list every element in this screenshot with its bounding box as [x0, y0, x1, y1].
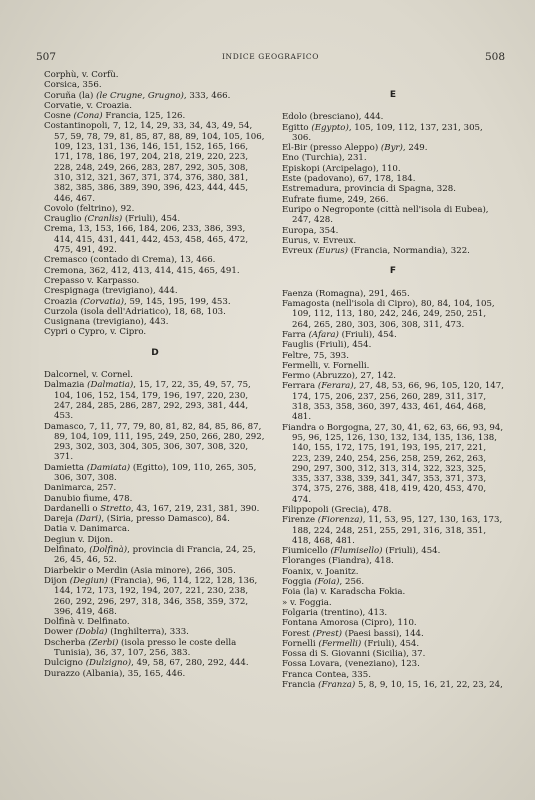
index-entry: [282, 670, 504, 680]
index-entry: [282, 567, 504, 577]
entry-variant-name: (Fermelli): [318, 638, 362, 649]
entry-text: Dalcornel, v. Cornel.: [44, 370, 133, 381]
index-entry: [282, 246, 504, 256]
entry-text: Francia: [282, 680, 319, 691]
entry-text: Degiun v. Dijon.: [44, 534, 114, 545]
entry-text: Filippopoli (Grecia), 478.: [282, 504, 392, 515]
right-index-column: [282, 70, 504, 690]
index-entry: [44, 669, 266, 679]
index-entry: [282, 195, 504, 205]
index-entry: [44, 307, 266, 317]
index-entry: [44, 535, 266, 545]
entry-references: (Inghilterra), 333.: [107, 627, 189, 638]
entry-text: Cypri o Cypro, v. Cipro.: [44, 327, 147, 338]
index-entry: [282, 381, 504, 422]
entry-text: Farra: [282, 329, 309, 340]
entry-variant-name: (Cona): [73, 111, 103, 122]
running-header: [36, 51, 505, 63]
index-entry: [282, 577, 504, 587]
entry-text: Delfinato,: [44, 545, 90, 556]
index-entry: [44, 576, 266, 617]
entry-variant-name: (Foia): [314, 577, 340, 588]
entry-text: Damasco, 7, 11, 77, 79, 80, 81, 82, 84, 85, 86, 87, 89, 104, 109, 111, 195, 249, 250, 266, 280, 292, 293, 302, 303, 304, 305, 306, 307, 308, 320, 371.: [44, 421, 265, 463]
entry-text: Fermelli, v. Fornelli.: [282, 360, 370, 371]
entry-references: , 15, 17, 22, 35, 49, 57, 75, 104, 106, 152, 154, 179, 196, 197, 220, 230, 247, 284, 285, 286, 287, 292, 293, 381, 444, 453.: [54, 380, 251, 422]
entry-references: , 43, 167, 219, 231, 381, 390.: [130, 503, 260, 514]
entry-variant-name: Stretto: [100, 503, 131, 514]
index-entry: [282, 680, 504, 690]
entry-variant-name: (Fiorenza): [317, 515, 363, 526]
entry-text: Dalmazia: [44, 380, 88, 391]
index-entry: [282, 629, 504, 639]
index-entry: [44, 255, 266, 265]
index-entry: [44, 327, 266, 337]
entry-references: (Friuli), 454.: [361, 638, 420, 649]
entry-variant-name: (Cranlis): [84, 214, 123, 225]
entry-text: Foggia: [282, 577, 315, 588]
entry-text: Floranges (Fiandra), 418.: [282, 556, 394, 567]
entry-text: Fornelli: [282, 638, 319, 649]
entry-text: Ferrara: [282, 381, 318, 392]
entry-references: (Egitto), 109, 110, 265, 305, 306, 307, 308.: [54, 462, 257, 483]
entry-variant-name: (Degiun): [69, 575, 108, 586]
index-entry: [282, 515, 504, 546]
entry-variant-name: (Damiata): [86, 462, 131, 473]
index-entry: [282, 351, 504, 361]
entry-text: Durazzo (Albania), 35, 165, 446.: [44, 668, 186, 679]
entry-references: , (Siria, presso Damasco), 84.: [101, 514, 230, 525]
index-entry: [44, 214, 266, 224]
index-entry: [282, 153, 504, 163]
entry-references: , provincia di Francia, 24, 25, 26, 45, 46, 52.: [54, 545, 256, 566]
entry-text: Edolo (bresciano), 444.: [282, 112, 384, 123]
entry-references: 5, 8, 9, 10, 15, 16, 21, 22, 23, 24,: [355, 680, 503, 691]
index-entry: [44, 70, 266, 80]
index-entry: [282, 184, 504, 194]
index-entry: [44, 91, 266, 101]
left-page-number: 507: [36, 51, 57, 63]
left-index-column: [44, 70, 266, 679]
entry-text: Famagosta (nell'isola di Cipro), 80, 84, 104, 105, 109, 112, 113, 180, 242, 246, 249, 250, 251, 264, 265, 280, 303, 306, 308, 311, 473.: [282, 299, 495, 330]
entry-text: » v. Foggia.: [282, 597, 332, 608]
entry-variant-name: (Zerbi): [88, 637, 119, 648]
entry-text: Fossa di S. Giovanni (Sicilia), 37.: [282, 649, 426, 660]
index-entry: [44, 422, 266, 463]
index-entry: [44, 463, 266, 484]
index-entry: [44, 224, 266, 255]
entry-text: Eufrate fiume, 249, 266.: [282, 194, 389, 205]
index-entry: [44, 524, 266, 534]
entry-text: Dower: [44, 627, 76, 638]
entry-variant-name: (Ferara): [317, 381, 354, 392]
index-entry: [282, 174, 504, 184]
index-entry: [44, 514, 266, 524]
entry-variant-name: (Dolfinà): [89, 545, 128, 556]
entry-text: Corsica, 356.: [44, 80, 102, 91]
entry-text: Franca Contea, 335.: [282, 669, 371, 680]
entry-references: (Francia, Normandia), 322.: [348, 246, 470, 257]
entry-text: Cremona, 362, 412, 413, 414, 415, 465, 491.: [44, 265, 240, 276]
index-entry: [282, 649, 504, 659]
entry-text: Eno (Turchia), 231.: [282, 153, 367, 164]
index-entry: [44, 297, 266, 307]
index-entry: [44, 317, 266, 327]
index-entry: [282, 143, 504, 153]
index-entry: [282, 226, 504, 236]
entry-variant-name: (Dalmatia): [87, 380, 134, 391]
entry-variant-name: (Dari): [75, 514, 102, 525]
index-entry: [282, 289, 504, 299]
entry-text: Estremadura, provincia di Spagna, 328.: [282, 184, 456, 195]
index-entry: [282, 112, 504, 122]
entry-text: Datia v. Danimarca.: [44, 524, 130, 535]
entry-text: Costantinopoli, 7, 12, 14, 29, 33, 34, 43, 49, 54, 57, 59, 78, 79, 81, 85, 87, 88, 89, 104, 105, 106, 109, 123, 131, 136, 146, 151, 152, 165, 166, 171, 178, 186, 197, 204, 218, 219, 220, 223, 228, 248, 249, 266, 283, 287, 292, 305, 308, 310, 312, 321, 367, 371, 374, 376, 380, 381, 382, 385, 386, 389, 390, 396, 423, 444, 445, 446, 467.: [44, 121, 265, 204]
index-entry: [44, 627, 266, 637]
entry-text: Fontana Amorosa (Cipro), 110.: [282, 618, 417, 629]
entry-text: Coruña (la): [44, 90, 97, 101]
entry-text: Euripo o Negroponte (città nell'isola di Eubea), 247, 428.: [282, 204, 489, 226]
index-entry: [44, 111, 266, 121]
entry-references: , 59, 145, 195, 199, 453.: [124, 296, 231, 307]
entry-text: Cosne: [44, 111, 74, 122]
index-entry: [44, 101, 266, 111]
entry-text: Faenza (Romagna), 291, 465.: [282, 288, 410, 299]
entry-text: Foanix, v. Joanitz.: [282, 566, 359, 577]
entry-references: (Friuli), 454.: [338, 329, 397, 340]
entry-references: (Paesi bassi), 144.: [342, 628, 424, 639]
entry-text: Cusignana (trevigiano), 443.: [44, 317, 169, 328]
entry-text: Croazia: [44, 296, 81, 307]
entry-text: Covolo (feltrino), 92.: [44, 203, 135, 214]
entry-references: (Friuli), 454.: [382, 546, 441, 557]
index-entry: [282, 330, 504, 340]
entry-references: , 27, 48, 53, 66, 96, 105, 120, 147, 174, 175, 206, 237, 256, 260, 289, 311, 317, 318, 353, 358, 360, 397, 433, 461, 464, 468, 481.: [292, 381, 504, 423]
entry-references: , 11, 53, 95, 127, 130, 163, 173, 188, 224, 248, 251, 255, 291, 316, 318, 351, 418, 468, 481.: [292, 515, 503, 546]
entry-text: Crespignaga (trevigiano), 444.: [44, 286, 178, 297]
index-entry: [44, 483, 266, 493]
index-entry: [282, 618, 504, 628]
entry-text: Evreux: [282, 246, 316, 257]
index-entry: [44, 276, 266, 286]
index-entry: [282, 639, 504, 649]
entry-variant-name: (Dobla): [75, 627, 108, 638]
index-entry: [44, 121, 266, 203]
index-entry: [44, 504, 266, 514]
entry-references: , 256.: [339, 577, 365, 588]
entry-text: Dardanelli o: [44, 503, 101, 514]
entry-text: Este (padovano), 67, 178, 184.: [282, 174, 416, 185]
index-entry: [44, 286, 266, 296]
index-entry: [44, 80, 266, 90]
section-letter: E: [389, 90, 397, 100]
index-entry: [44, 370, 266, 380]
index-entry: [44, 204, 266, 214]
index-entry: [282, 205, 504, 226]
index-entry: [44, 545, 266, 566]
entry-text: Fiandra o Borgogna, 27, 30, 41, 62, 63, 66, 93, 94, 95, 96, 125, 126, 130, 132, 134, 135, 136, 138, 140, 155, 172, 175, 191, 193, 195, 217, 221, 223, 239, 240, 254, 256, 258, 259, 262, 263, 290, 297, 300, 312, 313, 314, 322, 323, 325, 335, 337, 338, 339, 341, 347, 353, 371, 373, 374, 375, 276, 388, 418, 419, 420, 453, 470, 474.: [282, 422, 504, 505]
index-entry: [282, 556, 504, 566]
entry-variant-name: (Dulzigno): [85, 658, 132, 669]
entry-variant-name: (Afara): [308, 329, 339, 340]
index-entry: [282, 371, 504, 381]
entry-text: Episkopi (Arcipelago), 110.: [282, 163, 401, 174]
entry-text: Crepasso v. Karpasso.: [44, 275, 140, 286]
index-entry: [282, 608, 504, 618]
entry-text: El-Bir (presso Aleppo): [282, 143, 381, 154]
entry-text: Corvatie, v. Croazia.: [44, 100, 132, 111]
entry-text: Dulcigno: [44, 658, 86, 669]
index-entry: [282, 598, 504, 608]
entry-text: Fermo (Abruzzo), 27, 142.: [282, 371, 397, 382]
entry-references: , 49, 58, 67, 280, 292, 444.: [131, 658, 249, 669]
entry-text: Crauglio: [44, 214, 85, 225]
entry-variant-name: (Egypto): [311, 122, 349, 133]
entry-text: Fiumicello: [282, 546, 331, 557]
index-entry: [44, 566, 266, 576]
entry-variant-name: (Franza): [318, 680, 356, 691]
entry-text: Corphù, v. Corfù.: [44, 70, 119, 80]
index-entry: [282, 164, 504, 174]
index-entry: [44, 638, 266, 659]
entry-text: Fossa Lovara, (veneziano), 123.: [282, 659, 420, 670]
entry-text: Crema, 13, 153, 166, 184, 206, 233, 386, 393, 414, 415, 431, 441, 442, 453, 458, 465, 472, 475, 491, 492.: [44, 224, 249, 256]
entry-text: Folgaria (trentino), 413.: [282, 607, 388, 618]
entry-references: , 249.: [402, 143, 428, 154]
entry-variant-name: (Eurus): [315, 246, 349, 257]
index-entry: [282, 587, 504, 597]
entry-references: (Friuli), 454.: [122, 214, 181, 225]
entry-text: Europa, 354.: [282, 225, 339, 236]
index-entry: [282, 340, 504, 350]
index-entry: [282, 361, 504, 371]
entry-text: Eurus, v. Evreux.: [282, 235, 357, 246]
index-entry: [282, 236, 504, 246]
index-entry: [282, 299, 504, 330]
entry-text: Dolfinà v. Delfinato.: [44, 617, 130, 628]
entry-variant-name: (Prest): [312, 628, 343, 639]
entry-text: Dareja: [44, 514, 76, 525]
index-entry: [282, 123, 504, 144]
entry-text: Feltre, 75, 393.: [282, 350, 349, 361]
entry-text: Dscherba: [44, 637, 89, 648]
entry-variant-name: (Byr): [380, 143, 403, 154]
entry-text: Diarbekir o Merdin (Asia minore), 266, 305.: [44, 565, 236, 576]
index-entry: [44, 617, 266, 627]
entry-text: Dijon: [44, 575, 70, 586]
entry-references: Francia, 125, 126.: [102, 111, 186, 122]
entry-text: Fauglis (Friuli), 454.: [282, 340, 372, 351]
entry-references: (Francia), 96, 114, 122, 128, 136, 144, 172, 173, 192, 194, 207, 221, 230, 238, 260, 292, 296, 297, 318, 346, 358, 359, 372, 396, 419, 468.: [54, 575, 258, 617]
index-entry: [44, 380, 266, 421]
entry-variant-name: (Corvatia): [80, 296, 124, 307]
entry-text: Firenze: [282, 515, 318, 526]
entry-text: Danimarca, 257.: [44, 483, 117, 494]
entry-text: Curzola (isola dell'Adriatico), 18, 68, 103.: [44, 306, 226, 317]
running-title: INDICE GEOGRAFICO: [221, 52, 320, 61]
entry-variant-name: (Flumisello): [330, 546, 383, 557]
entry-variant-name: (le Crugne, Grugno): [96, 90, 184, 101]
index-entry: [282, 423, 504, 505]
entry-text: Danubio fiume, 478.: [44, 493, 133, 504]
entry-text: Foia (la) v. Karadscha Fokia.: [282, 587, 406, 598]
index-entry: [282, 505, 504, 515]
entry-text: Cremasco (contado di Crema), 13, 466.: [44, 255, 216, 266]
right-page-number: 508: [484, 51, 505, 63]
entry-references: , 333, 466.: [183, 90, 231, 101]
index-entry: [44, 658, 266, 668]
section-letter: F: [389, 266, 397, 277]
entry-text: Forest: [282, 628, 313, 639]
entry-text: Damietta: [44, 462, 87, 473]
index-entry: [44, 266, 266, 276]
index-entry: [44, 494, 266, 504]
section-letter: D: [151, 347, 159, 358]
entry-text: Egitto: [282, 122, 312, 133]
index-entry: [282, 546, 504, 556]
entry-references: , 105, 109, 112, 137, 231, 305, 306.: [292, 122, 483, 143]
index-entry: [282, 659, 504, 669]
entry-references: (isola presso le coste della Tunisia), 36, 37, 107, 256, 383.: [54, 637, 237, 659]
